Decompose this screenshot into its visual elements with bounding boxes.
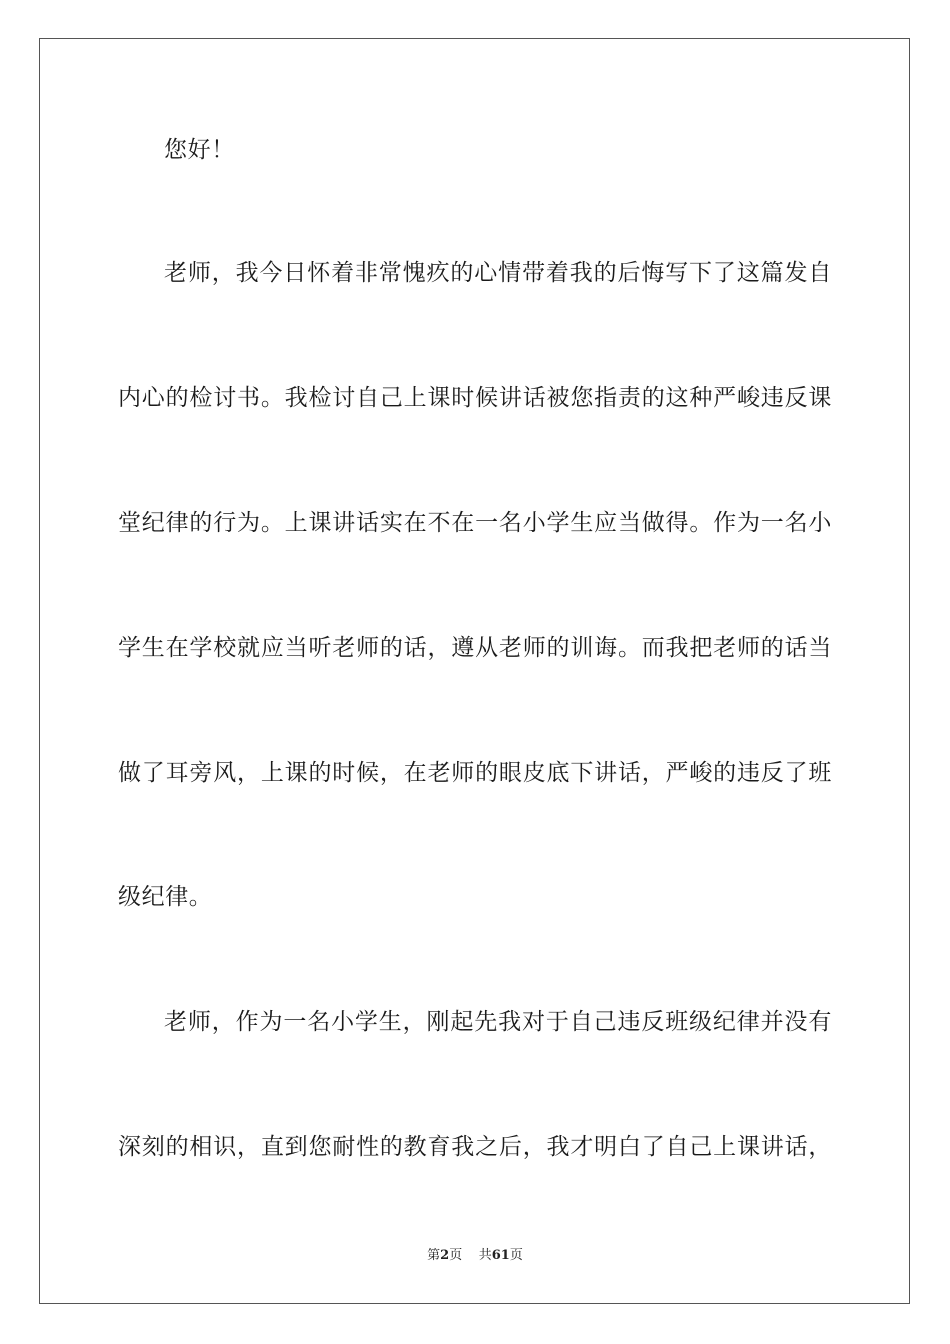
paragraph-line: 老师，作为一名小学生，刚起先我对于自己违反班级纪律并没有 — [164, 1009, 832, 1035]
page-prefix: 第 — [427, 1248, 441, 1263]
page-number: 2 — [440, 1248, 450, 1263]
salutation: 您好！ — [164, 137, 235, 163]
paragraph-line: 老师，我今日怀着非常愧疚的心情带着我的后悔写下了这篇发自 — [164, 260, 832, 286]
paragraph-line: 内心的检讨书。我检讨自己上课时候讲话被您指责的这种严峻违反课 — [118, 385, 832, 411]
paragraph-line: 深刻的相识，直到您耐性的教育我之后，我才明白了自己上课讲话， — [118, 1134, 832, 1160]
paragraph-line: 堂纪律的行为。上课讲话实在不在一名小学生应当做得。作为一名小 — [118, 510, 832, 536]
page-suffix: 页 — [449, 1248, 463, 1263]
total-prefix: 共 — [478, 1248, 492, 1263]
total-suffix: 页 — [509, 1248, 523, 1263]
total-pages: 61 — [491, 1248, 510, 1263]
page-border — [39, 38, 910, 1304]
paragraph-line: 学生在学校就应当听老师的话，遵从老师的训诲。而我把老师的话当 — [118, 635, 832, 661]
paragraph-line: 做了耳旁风，上课的时候，在老师的眼皮底下讲话，严峻的违反了班 — [118, 760, 832, 786]
page-footer — [0, 1248, 950, 1264]
paragraph-line: 级纪律。 — [118, 884, 213, 910]
